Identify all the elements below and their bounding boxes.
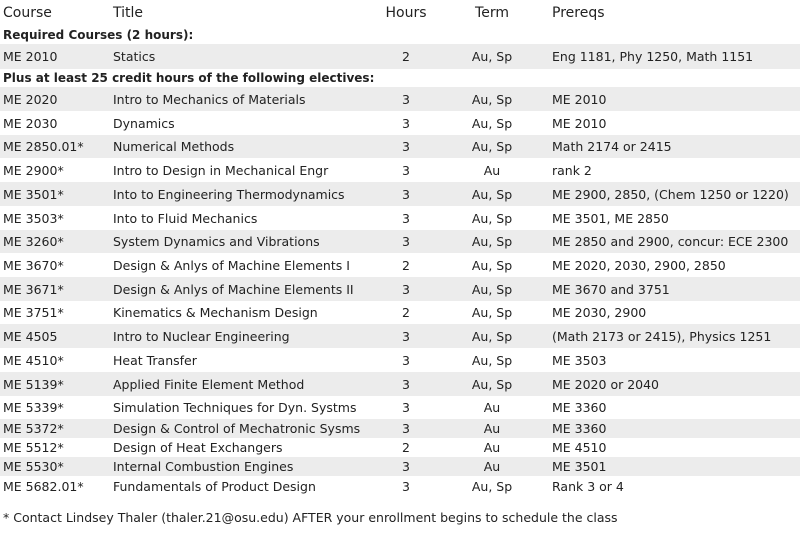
title-cell: Fundamentals of Product Design bbox=[113, 478, 316, 494]
course-cell: ME 5139* bbox=[3, 376, 64, 392]
title-cell: Into to Engineering Thermodynamics bbox=[113, 186, 345, 202]
hours-cell: 3 bbox=[402, 281, 410, 297]
table-row bbox=[0, 135, 800, 158]
course-cell: ME 3670* bbox=[3, 257, 64, 273]
table-row bbox=[0, 206, 800, 230]
prereqs-cell: ME 4510 bbox=[552, 440, 607, 455]
course-cell: ME 5339* bbox=[3, 400, 64, 415]
term-cell: Au, Sp bbox=[471, 115, 513, 131]
term-cell: Au bbox=[483, 459, 501, 474]
table-row bbox=[0, 87, 800, 111]
title-cell: Design & Anlys of Machine Elements II bbox=[113, 281, 354, 297]
course-cell: ME 3671* bbox=[3, 281, 64, 297]
term-cell: Au bbox=[483, 400, 501, 415]
prereqs-cell: ME 3670 and 3751 bbox=[552, 281, 670, 297]
term-cell: Au, Sp bbox=[471, 49, 513, 64]
hours-cell: 2 bbox=[402, 257, 410, 273]
title-cell: Heat Transfer bbox=[113, 352, 197, 368]
course-cell: ME 4505 bbox=[3, 328, 58, 344]
title-cell: Applied Finite Element Method bbox=[113, 376, 305, 392]
course-cell: ME 2900* bbox=[3, 162, 64, 178]
prereqs-cell: ME 3501, ME 2850 bbox=[552, 210, 669, 226]
course-cell: ME 3501* bbox=[3, 186, 64, 202]
elective-section-label: Plus at least 25 credit hours of the following electives: bbox=[3, 71, 375, 85]
course-cell: ME 3503* bbox=[3, 210, 64, 226]
table-row bbox=[0, 457, 800, 476]
title-cell: Intro to Design in Mechanical Engr bbox=[113, 162, 329, 178]
title-cell: Numerical Methods bbox=[113, 139, 235, 154]
table-row bbox=[0, 182, 800, 206]
header-hours: Hours bbox=[385, 5, 427, 21]
title-cell: Intro to Nuclear Engineering bbox=[113, 328, 290, 344]
prereqs-cell: (Math 2173 or 2415), Physics 1251 bbox=[552, 328, 772, 344]
course-cell: ME 2020 bbox=[3, 91, 58, 107]
prereqs-cell: ME 2020, 2030, 2900, 2850 bbox=[552, 257, 726, 273]
hours-cell: 2 bbox=[402, 49, 410, 64]
table-row bbox=[0, 44, 800, 69]
table-row bbox=[0, 438, 800, 457]
term-cell: Au bbox=[483, 162, 501, 178]
table-row bbox=[0, 230, 800, 253]
hours-cell: 2 bbox=[402, 440, 410, 455]
title-cell: Internal Combustion Engines bbox=[113, 459, 294, 474]
table-row bbox=[0, 324, 800, 348]
header-course: Course bbox=[3, 5, 52, 21]
prereqs-cell: ME 2010 bbox=[552, 91, 607, 107]
term-cell: Au, Sp bbox=[471, 139, 513, 154]
table-row bbox=[0, 301, 800, 324]
prereqs-cell: ME 3503 bbox=[552, 352, 607, 368]
hours-cell: 3 bbox=[402, 400, 410, 415]
required-rows bbox=[0, 44, 800, 69]
prereqs-cell: ME 3360 bbox=[552, 400, 607, 415]
hours-cell: 3 bbox=[402, 210, 410, 226]
course-cell: ME 3260* bbox=[3, 234, 64, 249]
hours-cell: 3 bbox=[402, 91, 410, 107]
hours-cell: 3 bbox=[402, 139, 410, 154]
prereqs-cell: ME 2900, 2850, (Chem 1250 or 1220) bbox=[552, 186, 789, 202]
course-cell: ME 5372* bbox=[3, 421, 64, 436]
hours-cell: 3 bbox=[402, 459, 410, 474]
prereqs-cell: Rank 3 or 4 bbox=[552, 478, 624, 494]
table-row bbox=[0, 158, 800, 182]
prereqs-cell: ME 3501 bbox=[552, 459, 607, 474]
title-cell: Dynamics bbox=[113, 115, 175, 131]
term-cell: Au, Sp bbox=[471, 328, 513, 344]
term-cell: Au, Sp bbox=[471, 210, 513, 226]
course-cell: ME 2850.01* bbox=[3, 139, 84, 154]
title-cell: Design & Anlys of Machine Elements I bbox=[113, 257, 350, 273]
prereqs-cell: ME 2010 bbox=[552, 115, 607, 131]
table-row bbox=[0, 253, 800, 277]
hours-cell: 3 bbox=[402, 421, 410, 436]
elective-rows bbox=[0, 87, 800, 496]
title-cell: Statics bbox=[113, 49, 156, 64]
term-cell: Au bbox=[483, 421, 501, 436]
term-cell: Au, Sp bbox=[471, 281, 513, 297]
course-cell: ME 2010 bbox=[3, 49, 58, 64]
term-cell: Au, Sp bbox=[471, 305, 513, 320]
header-title: Title bbox=[113, 5, 144, 21]
term-cell: Au, Sp bbox=[471, 478, 513, 494]
term-cell: Au, Sp bbox=[471, 352, 513, 368]
term-cell: Au, Sp bbox=[471, 91, 513, 107]
hours-cell: 3 bbox=[402, 115, 410, 131]
course-cell: ME 3751* bbox=[3, 305, 64, 320]
title-cell: Kinematics & Mechanism Design bbox=[113, 305, 318, 320]
prereqs-cell: Math 2174 or 2415 bbox=[552, 139, 672, 154]
title-cell: Intro to Mechanics of Materials bbox=[113, 91, 306, 107]
table-row bbox=[0, 396, 800, 419]
table-row bbox=[0, 419, 800, 438]
hours-cell: 2 bbox=[402, 305, 410, 320]
title-cell: Design & Control of Mechatronic Sysms bbox=[113, 421, 361, 436]
title-cell: Design of Heat Exchangers bbox=[113, 440, 283, 455]
hours-cell: 3 bbox=[402, 376, 410, 392]
prereqs-cell: ME 2030, 2900 bbox=[552, 305, 647, 320]
table-row bbox=[0, 372, 800, 396]
table-row bbox=[0, 476, 800, 496]
title-cell: System Dynamics and Vibrations bbox=[113, 234, 320, 249]
course-cell: ME 5512* bbox=[3, 440, 64, 455]
hours-cell: 3 bbox=[402, 352, 410, 368]
title-cell: Simulation Techniques for Dyn. Systms bbox=[113, 400, 357, 415]
course-cell: ME 5530* bbox=[3, 459, 64, 474]
table-row bbox=[0, 348, 800, 372]
hours-cell: 3 bbox=[402, 328, 410, 344]
header-term: Term bbox=[475, 5, 509, 21]
term-cell: Au, Sp bbox=[471, 186, 513, 202]
term-cell: Au, Sp bbox=[471, 376, 513, 392]
prereqs-cell: Eng 1181, Phy 1250, Math 1151 bbox=[552, 49, 754, 64]
hours-cell: 3 bbox=[402, 186, 410, 202]
course-cell: ME 4510* bbox=[3, 352, 64, 368]
prereqs-cell: ME 2020 or 2040 bbox=[552, 376, 660, 392]
hours-cell: 3 bbox=[402, 162, 410, 178]
course-cell: ME 5682.01* bbox=[3, 478, 84, 494]
required-section-label: Required Courses (2 hours): bbox=[3, 28, 194, 42]
table-row bbox=[0, 111, 800, 135]
prereqs-cell: ME 3360 bbox=[552, 421, 607, 436]
table-row bbox=[0, 277, 800, 301]
table-header bbox=[0, 0, 800, 26]
title-cell: Into to Fluid Mechanics bbox=[113, 210, 258, 226]
term-cell: Au, Sp bbox=[471, 234, 513, 249]
term-cell: Au bbox=[483, 440, 501, 455]
hours-cell: 3 bbox=[402, 478, 410, 494]
hours-cell: 3 bbox=[402, 234, 410, 249]
footnote: * Contact Lindsey Thaler (thaler.21@osu.edu) AFTER your enrollment begins to schedule the class bbox=[3, 510, 618, 525]
prereqs-cell: rank 2 bbox=[552, 162, 592, 178]
course-cell: ME 2030 bbox=[3, 115, 58, 131]
header-prereqs: Prereqs bbox=[552, 5, 605, 21]
prereqs-cell: ME 2850 and 2900, concur: ECE 2300 bbox=[552, 234, 789, 249]
term-cell: Au, Sp bbox=[471, 257, 513, 273]
